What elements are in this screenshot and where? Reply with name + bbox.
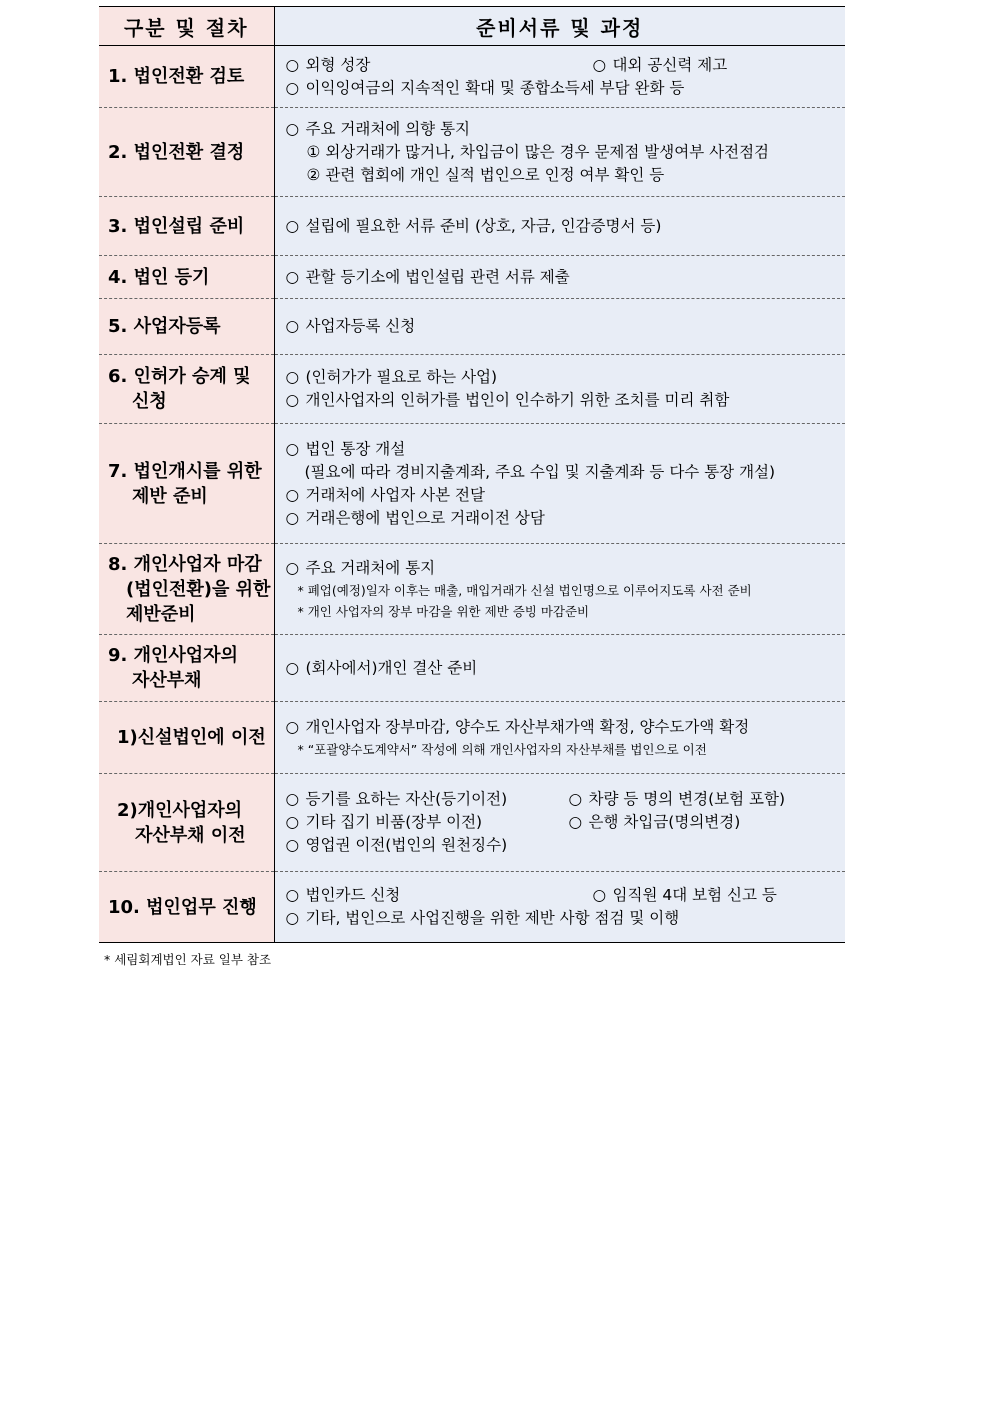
- step-label: 3. 법인설립 준비: [99, 197, 274, 256]
- step-note: * “포괄양수도계약서” 작성에 의해 개인사업자의 자산부채를 법인으로 이전: [297, 741, 707, 757]
- step-label: 2)개인사업자의 자산부채 이전: [99, 774, 274, 872]
- step-note: * 개인 사업자의 장부 마감을 위한 제반 증빙 마감준비: [297, 603, 590, 619]
- step-label: 1)신설법인에 이전: [99, 702, 274, 774]
- step-label: 8. 개인사업자 마감 (법인전환)을 위한 제반준비: [99, 544, 274, 635]
- step-label: 7. 법인개시를 위한 제반 준비: [99, 424, 274, 544]
- table-row: [99, 299, 845, 355]
- source-footnote: * 세림회계법인 자료 일부 참조: [104, 952, 272, 967]
- step-label: 4. 법인 등기: [99, 256, 274, 299]
- step-description: ○ 개인사업자 장부마감, 양수도 자산부채가액 확정, 양수도가액 확정 * “포괄양수도계약서” 작성에 의해 개인사업자의 자산부채를 법인으로 이전: [274, 702, 845, 774]
- step-description: ○ 법인 통장 개설 (필요에 따라 경비지출계좌, 주요 수입 및 지출계좌 등 다수 통장 개설) ○ 거래처에 사업자 사본 전달 ○ 거래은행에 법인으로 거래이전 상담: [274, 424, 845, 544]
- step-description: ○ 법인카드 신청 ○ 임직원 4대 보험 신고 등 ○ 기타, 법인으로 사업진행을 위한 제반 사항 점검 및 이행: [274, 872, 845, 943]
- header-category: 구분 및 절차: [99, 7, 274, 46]
- step-description: ○ 등기를 요하는 자산(등기이전) ○ 차량 등 명의 변경(보험 포함) ○ 기타 집기 비품(장부 이전) ○ 은행 차입금(명의변경) ○ 영업권 이전(법인의 원천징수): [274, 774, 845, 872]
- table-row: [99, 424, 845, 544]
- step-description: ○ 설립에 필요한 서류 준비 (상호, 자금, 인감증명서 등): [274, 197, 845, 256]
- step-description: ○ (인허가가 필요로 하는 사업) ○ 개인사업자의 인허가를 법인이 인수하기 위한 조치를 미리 취함: [274, 355, 845, 424]
- table-row: [99, 256, 845, 299]
- table-row: [99, 544, 845, 635]
- table-row: [99, 108, 845, 197]
- step-label: 2. 법인전환 결정: [99, 108, 274, 197]
- table-header-row: [99, 7, 845, 46]
- step-description: ○ 주요 거래처에 의향 통지 ① 외상거래가 많거나, 차입금이 많은 경우 문제점 발생여부 사전점검 ② 관련 협회에 개인 실적 법인으로 인정 여부 확인 등: [274, 108, 845, 197]
- step-description: ○ 주요 거래처에 통지 * 폐업(예정)일자 이후는 매출, 매입거래가 신설 법인명으로 이루어지도록 사전 준비 * 개인 사업자의 장부 마감을 위한 제반 증빙 마감준비: [274, 544, 845, 635]
- step-label: 1. 법인전환 검토: [99, 46, 274, 108]
- table-row: [99, 635, 845, 702]
- step-label: 10. 법인업무 진행: [99, 872, 274, 943]
- table-row: [99, 355, 845, 424]
- table-row: [99, 774, 845, 872]
- step-description: ○ 관할 등기소에 법인설립 관련 서류 제출: [274, 256, 845, 299]
- table-row: [99, 872, 845, 943]
- table-row: [99, 197, 845, 256]
- step-label: 9. 개인사업자의 자산부채: [99, 635, 274, 702]
- step-label: 6. 인허가 승계 및 신청: [99, 355, 274, 424]
- step-description: ○ 외형 성장 ○ 대외 공신력 제고 ○ 이익잉여금의 지속적인 확대 및 종합소득세 부담 완화 등: [274, 46, 845, 108]
- step-description: ○ 사업자등록 신청: [274, 299, 845, 355]
- procedure-table: [99, 6, 845, 943]
- step-description: ○ (회사에서)개인 결산 준비: [274, 635, 845, 702]
- table-row: [99, 46, 845, 108]
- step-note: * 폐업(예정)일자 이후는 매출, 매입거래가 신설 법인명으로 이루어지도록 사전 준비: [297, 582, 752, 598]
- step-label: 5. 사업자등록: [99, 299, 274, 355]
- table-row: [99, 702, 845, 774]
- header-documents: 준비서류 및 과정: [274, 7, 845, 46]
